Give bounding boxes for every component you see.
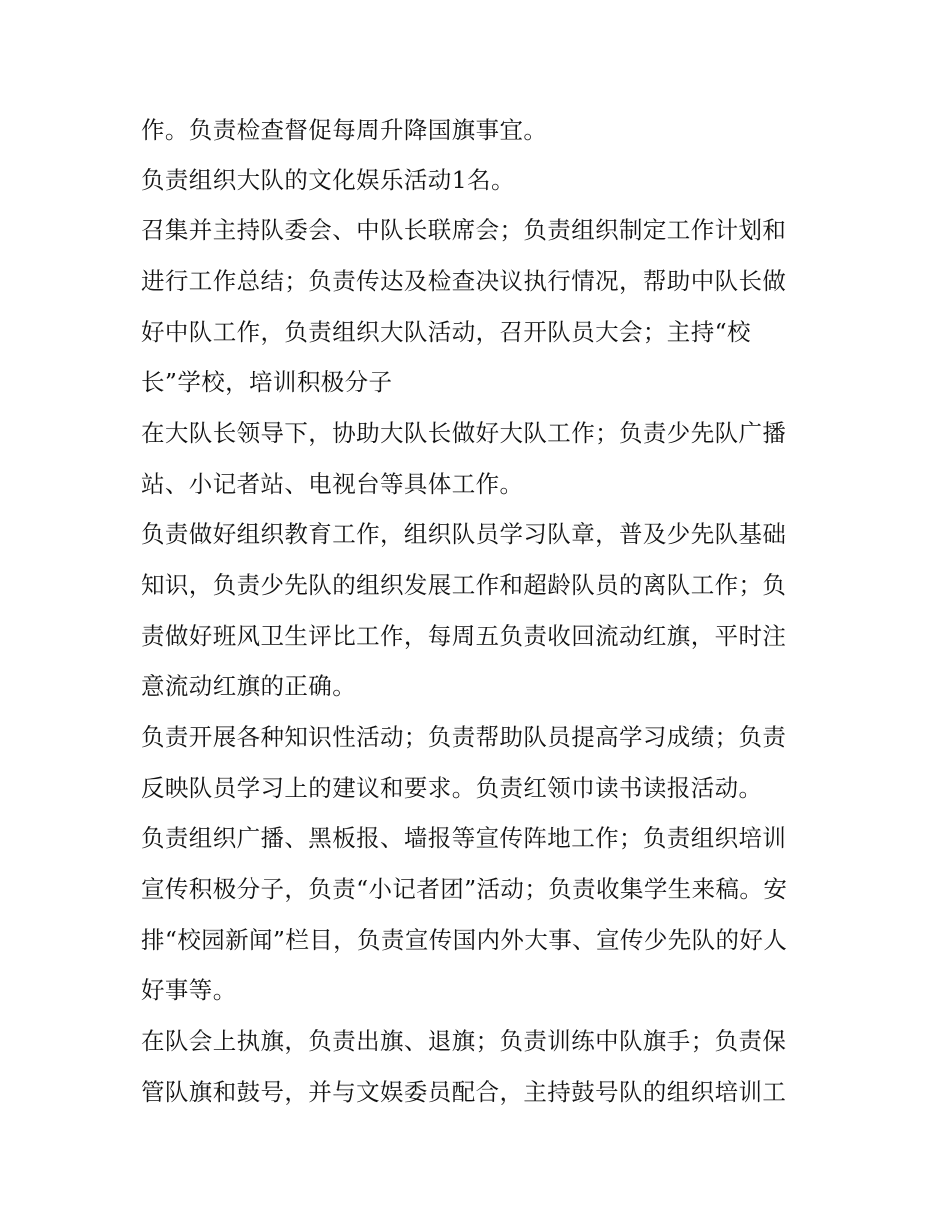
text-line: 负责组织广播、黑板报、墙报等宣传阵地工作；负责组织培训 bbox=[141, 824, 787, 852]
text-line: 在大队长领导下，协助大队长做好大队工作；负责少先队广播 bbox=[141, 419, 787, 447]
text-line: 在队会上执旗，负责出旗、退旗；负责训练中队旗手；负责保 bbox=[141, 1027, 787, 1055]
text-line: 排“校园新闻”栏目，负责宣传国内外大事、宣传少先队的好人 bbox=[141, 926, 788, 954]
text-line: 召集并主持队委会、中队长联席会；负责组织制定工作计划和 bbox=[141, 216, 787, 244]
text-line: 负责开展各种知识性活动；负责帮助队员提高学习成绩；负责 bbox=[141, 723, 787, 751]
text-line: 反映队员学习上的建议和要求。负责红领巾读书读报活动。 bbox=[141, 774, 763, 802]
text-line: 好中队工作，负责组织大队活动，召开队员大会；主持“校 bbox=[141, 318, 751, 346]
text-line: 负责组织大队的文化娱乐活动1名。 bbox=[141, 166, 515, 194]
text-line: 宣传积极分子，负责“小记者团”活动；负责收集学生来稿。安 bbox=[141, 875, 788, 903]
text-line: 进行工作总结；负责传达及检查决议执行情况，帮助中队长做 bbox=[141, 267, 787, 295]
text-line: 负责做好组织教育工作，组织队员学习队章，普及少先队基础 bbox=[141, 520, 787, 548]
text-line: 意流动红旗的正确。 bbox=[141, 672, 357, 700]
text-line: 好事等。 bbox=[141, 976, 237, 1004]
text-line: 责做好班风卫生评比工作，每周五负责收回流动红旗，平时注 bbox=[141, 622, 787, 650]
text-line: 长”学校，培训积极分子 bbox=[141, 368, 393, 396]
text-line: 知识，负责少先队的组织发展工作和超龄队员的离队工作；负 bbox=[141, 571, 787, 599]
text-line: 作。负责检查督促每周升降国旗事宜。 bbox=[141, 116, 548, 144]
text-line: 管队旗和鼓号，并与文娱委员配合，主持鼓号队的组织培训工 bbox=[141, 1078, 787, 1106]
text-line: 站、小记者站、电视台等具体工作。 bbox=[141, 470, 524, 498]
